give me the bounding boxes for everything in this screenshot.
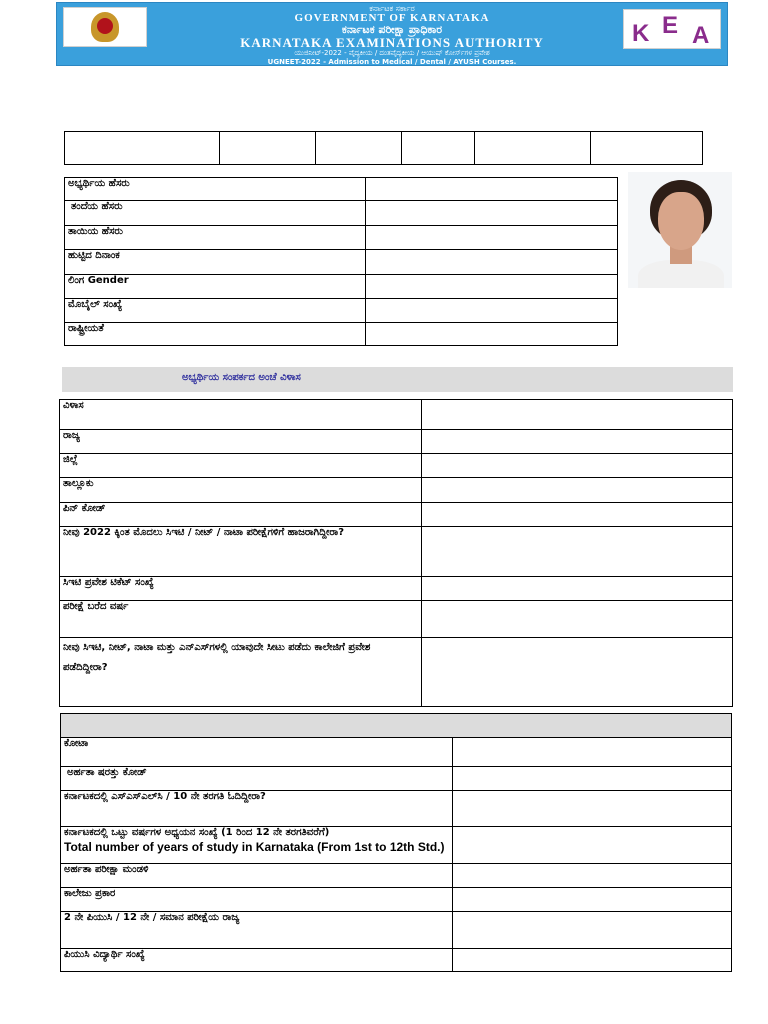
table-row — [65, 275, 618, 299]
address-label: ವಿಳಾಸ — [60, 400, 422, 430]
district-label: ಜಿಲ್ಲೆ — [60, 454, 422, 478]
table-header-row — [61, 714, 732, 738]
studied-sslc-label: ಕರ್ನಾಟಕದಲ್ಲಿ ಎಸ್‌ಎಸ್‌ಎಲ್‌ಸಿ / 10 ನೇ ತರಗತಿ ಓದಿದ್ದೀರಾ? — [61, 791, 453, 827]
table-row — [61, 912, 732, 949]
mobile-value — [366, 299, 618, 323]
admitted-before-value — [422, 638, 733, 707]
top-cell — [65, 132, 220, 165]
pincode-label: ಪಿನ್ ಕೋಡ್ — [60, 503, 422, 527]
eligibility-table — [60, 713, 732, 972]
header-line2: GOVERNMENT OF KARNATAKA — [294, 12, 490, 24]
header-line6: UGNEET-2022 - Admission to Medical / Dental / AYUSH Courses. — [267, 58, 517, 66]
header-line1: ಕರ್ನಾಟಕ ಸರ್ಕಾರ — [369, 4, 415, 13]
top-cell — [591, 132, 703, 165]
district-value — [422, 454, 733, 478]
table-row — [60, 454, 733, 478]
college-type-label: ಕಾಲೇಜು ಪ್ರಕಾರ — [61, 888, 453, 912]
table-row — [65, 250, 618, 275]
quota-label: ಕೋಟಾ — [61, 738, 453, 767]
nationality-value — [366, 323, 618, 346]
table-row — [61, 827, 732, 864]
appeared-before-value — [422, 527, 733, 577]
years-study-kn: ಕರ್ನಾಟಕದಲ್ಲಿ ಒಟ್ಟು ವರ್ಷಗಳ ಅಧ್ಯಯನ ಸಂಖ್ಯೆ (1 ರಿಂದ 12 ನೇ ತರಗತಿವರೆಗೆ) — [64, 827, 330, 838]
puc-student-no-value — [453, 949, 732, 972]
table-row — [60, 601, 733, 638]
table-row — [61, 888, 732, 912]
puc-state-value — [453, 912, 732, 949]
dob-value — [366, 250, 618, 275]
years-study-label — [61, 827, 453, 864]
personal-details-table — [64, 177, 618, 346]
mother-name-label: ತಾಯಿಯ ಹೆಸರು — [65, 226, 366, 250]
exam-year-value — [422, 601, 733, 638]
college-type-value — [453, 888, 732, 912]
address-value — [422, 400, 733, 430]
gender-label: ಲಿಂಗ Gender — [65, 275, 366, 299]
studied-sslc-value — [453, 791, 732, 827]
qualifying-board-value — [453, 864, 732, 888]
candidate-name-label: ಅಭ್ಯರ್ಥಿಯ ಹೆಸರು — [65, 178, 366, 201]
table-row — [65, 201, 618, 226]
table-row — [65, 299, 618, 323]
table-row — [60, 527, 733, 577]
table-row — [61, 864, 732, 888]
top-info-table — [64, 131, 703, 165]
admitted-before-label: ನೀವು ಸಿಇಟಿ, ನೀಟ್, ನಾಟಾ ಮತ್ತು ಎನ್‌ಎಸ್‌ಗಳಲ್ಲಿ ಯಾವುದೇ ಸೀಟು ಪಡೆದು ಕಾಲೇಜಿಗೆ ಪ್ರವೇಶ ಪಡೆದಿದ್ದೀರಾ? — [60, 638, 422, 707]
years-study-value — [453, 827, 732, 864]
header-banner — [56, 2, 728, 66]
table-row — [60, 400, 733, 430]
mother-name-value — [366, 226, 618, 250]
taluk-label: ತಾಲ್ಲೂಕು — [60, 478, 422, 503]
candidate-photo — [628, 172, 732, 288]
table-row — [60, 503, 733, 527]
table-row — [61, 767, 732, 791]
appeared-before-label: ನೀವು 2022 ಕ್ಕಿಂತ ಮೊದಲು ಸಿಇಟಿ / ನೀಟ್ / ನಾಟಾ ಪರೀಕ್ಷೆಗಳಿಗೆ ಹಾಜರಾಗಿದ್ದೀರಾ? — [60, 527, 422, 577]
table-row — [61, 791, 732, 827]
table-row — [65, 178, 618, 201]
header-line3: ಕರ್ನಾಟಕ ಪರೀಕ್ಷಾ ಪ್ರಾಧಿಕಾರ — [341, 23, 443, 36]
address-section-bar — [62, 367, 733, 392]
puc-student-no-label: ಪಿಯುಸಿ ವಿದ್ಯಾರ್ಥಿ ಸಂಖ್ಯೆ — [61, 949, 453, 972]
table-row — [65, 323, 618, 346]
years-study-en: Total number of years of study in Karnataka (From 1st to 12th Std.) — [64, 840, 445, 854]
table-row — [60, 478, 733, 503]
table-row — [61, 949, 732, 972]
quota-value — [453, 738, 732, 767]
clause-code-label: ಅರ್ಹತಾ ಷರತ್ತು ಕೋಡ್ — [61, 767, 453, 791]
mobile-label: ಮೊಬೈಲ್ ಸಂಖ್ಯೆ — [65, 299, 366, 323]
top-cell — [475, 132, 591, 165]
eligibility-header — [61, 714, 732, 738]
cet-ticket-value — [422, 577, 733, 601]
clause-code-value — [453, 767, 732, 791]
address-section-title: ಅಭ್ಯರ್ಥಿಯ ಸಂಪರ್ಕದ ಅಂಚೆ ವಿಳಾಸ — [182, 372, 301, 383]
top-cell — [402, 132, 475, 165]
cet-ticket-label: ಸಿಇಟಿ ಪ್ರವೇಶ ಟಿಕೆಟ್ ಸಂಖ್ಯೆ — [60, 577, 422, 601]
father-name-label: ತಂದೆಯ ಹೆಸರು — [65, 201, 366, 226]
table-row — [65, 226, 618, 250]
header-line5: ಯುಜಿನೀಟ್-2022 - ವೈದ್ಯಕೀಯ / ದಂತವೈದ್ಯಕೀಯ / ಆಯುಷ್ ಕೋರ್ಸ್‌ಗಳ ಪ್ರವೇಶ — [294, 49, 490, 57]
nationality-label: ರಾಷ್ಟ್ರೀಯತೆ — [65, 323, 366, 346]
dob-label: ಹುಟ್ಟಿದ ದಿನಾಂಕ — [65, 250, 366, 275]
candidate-name-value — [366, 178, 618, 201]
table-row — [60, 430, 733, 454]
address-table — [59, 399, 733, 707]
pincode-value — [422, 503, 733, 527]
puc-state-label: 2 ನೇ ಪಿಯುಸಿ / 12 ನೇ / ಸಮಾನ ಪರೀಕ್ಷೆಯ ರಾಜ್ಯ — [61, 912, 453, 949]
state-value — [422, 430, 733, 454]
taluk-value — [422, 478, 733, 503]
gender-value — [366, 275, 618, 299]
qualifying-board-label: ಅರ್ಹತಾ ಪರೀಕ್ಷಾ ಮಂಡಳಿ — [61, 864, 453, 888]
table-row — [61, 738, 732, 767]
father-name-value — [366, 201, 618, 226]
header-line4: KARNATAKA EXAMINATIONS AUTHORITY — [240, 35, 544, 50]
table-row — [60, 638, 733, 707]
exam-year-label: ಪರೀಕ್ಷೆ ಬರೆದ ವರ್ಷ — [60, 601, 422, 638]
table-row — [60, 577, 733, 601]
top-cell — [316, 132, 402, 165]
kea-logo-icon: K E A — [623, 9, 721, 49]
state-label: ರಾಜ್ಯ — [60, 430, 422, 454]
top-cell — [220, 132, 316, 165]
